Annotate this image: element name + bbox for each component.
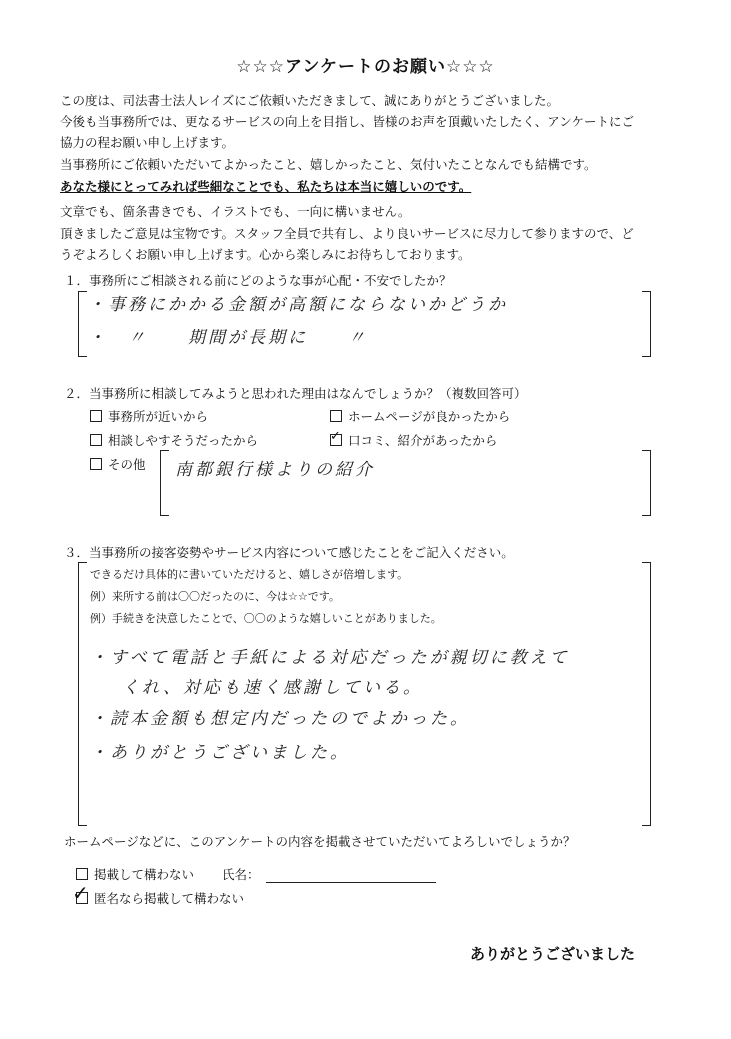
intro-emphasis: あなた様にとってみれば些細なことでも、私たちは本当に嬉しいのです。 — [60, 179, 472, 194]
question-3-answer: くれ、対応も速く感謝している。 — [122, 678, 424, 698]
checkbox[interactable] — [76, 868, 88, 880]
question-3-answer: ・すべて電話と手紙による対応だったが親切に教えて — [90, 648, 570, 668]
other-answer: 南都銀行様よりの紹介 — [175, 460, 375, 480]
hint-line: 例）来所する前は〇〇だったのに、今は☆☆です。 — [90, 590, 340, 603]
answer-bracket-left — [160, 450, 169, 516]
intro-line: 文章でも、箇条書きでも、イラストでも、一向に構いません。 — [60, 204, 411, 219]
name-field[interactable]: 氏名： — [222, 865, 436, 883]
hint-line: 例）手続きを決意したことで、〇〇のような嬉しいことがありました。 — [90, 612, 442, 625]
intro-line: 当事務所にご依頼いただいてよかったこと、嬉しかったこと、気付いたことなんでも結構です。 — [60, 157, 597, 172]
option-homepage[interactable]: ホームページが良かったから — [330, 407, 510, 425]
option-publish-anonymous[interactable]: ✓匿名なら掲載して構わない — [76, 889, 244, 907]
checkbox-checked[interactable] — [330, 434, 342, 446]
closing-thanks: ありがとうございました — [470, 945, 636, 963]
hint-line: できるだけ具体的に書いていただけると、嬉しさが倍増します。 — [90, 568, 409, 581]
question-2-label: ２．当事務所に相談してみようと思われた理由はなんでしょうか？（複数回答可） — [64, 386, 527, 401]
question-3-answer: ・ありがとうございました。 — [90, 743, 350, 763]
option-publish-ok[interactable]: 掲載して構わない — [76, 865, 194, 883]
question-3-answer: ・読本金額も想定内だったのでよかった。 — [90, 709, 470, 729]
question-3-label: ３．当事務所の接客姿勢やサービス内容について感じたことをご記入ください。 — [64, 545, 514, 560]
intro-line: 頂きましたご意見は宝物です。スタッフ全員で共有し、より良いサービスに尽力して参りますので、ど — [60, 226, 634, 241]
question-1-answer: ・事務にかかる金額が高額にならないかどうか — [88, 295, 508, 315]
checkbox[interactable] — [90, 434, 102, 446]
answer-bracket-left — [78, 291, 87, 357]
intro-line: うぞよろしくお願い申し上げます。心から楽しみにお待ちしております。 — [60, 247, 471, 262]
publish-question: ホームページなどに、このアンケートの内容を掲載させていただいてよろしいでしょうか？ — [64, 834, 576, 849]
intro-line: この度は、司法書士法人レイズにご依頼いただきまして、誠にありがとうございました。 — [60, 93, 560, 108]
checkbox[interactable] — [330, 410, 342, 422]
answer-bracket-left — [78, 562, 87, 826]
checkbox[interactable] — [90, 410, 102, 422]
answer-bracket-right — [642, 291, 651, 357]
checkbox[interactable] — [90, 458, 102, 470]
option-other[interactable]: その他 — [90, 455, 146, 473]
question-1-answer: ・ 〃 期間が長期に 〃 — [88, 328, 368, 348]
intro-line: 協力の程お願い申し上げます。 — [60, 135, 235, 150]
option-near-office[interactable]: 事務所が近いから — [90, 407, 208, 425]
option-referral[interactable]: ✓ 口コミ、紹介があったから — [330, 431, 497, 449]
intro-line: 今後も当事務所では、更なるサービスの向上を目指し、皆様のお声を頂戴いたしたく、アンケートにご — [60, 114, 635, 129]
question-1-label: １．事務所にご相談される前にどのような事が心配・不安でしたか？ — [64, 273, 452, 288]
checkbox-checked[interactable] — [76, 892, 88, 904]
name-underline[interactable] — [266, 869, 436, 883]
answer-bracket-right — [642, 562, 651, 826]
option-easy-to-consult[interactable]: 相談しやすそうだったから — [90, 431, 258, 449]
page-title: ☆☆☆アンケートのお願い☆☆☆ — [236, 57, 495, 77]
answer-bracket-right — [642, 450, 651, 516]
